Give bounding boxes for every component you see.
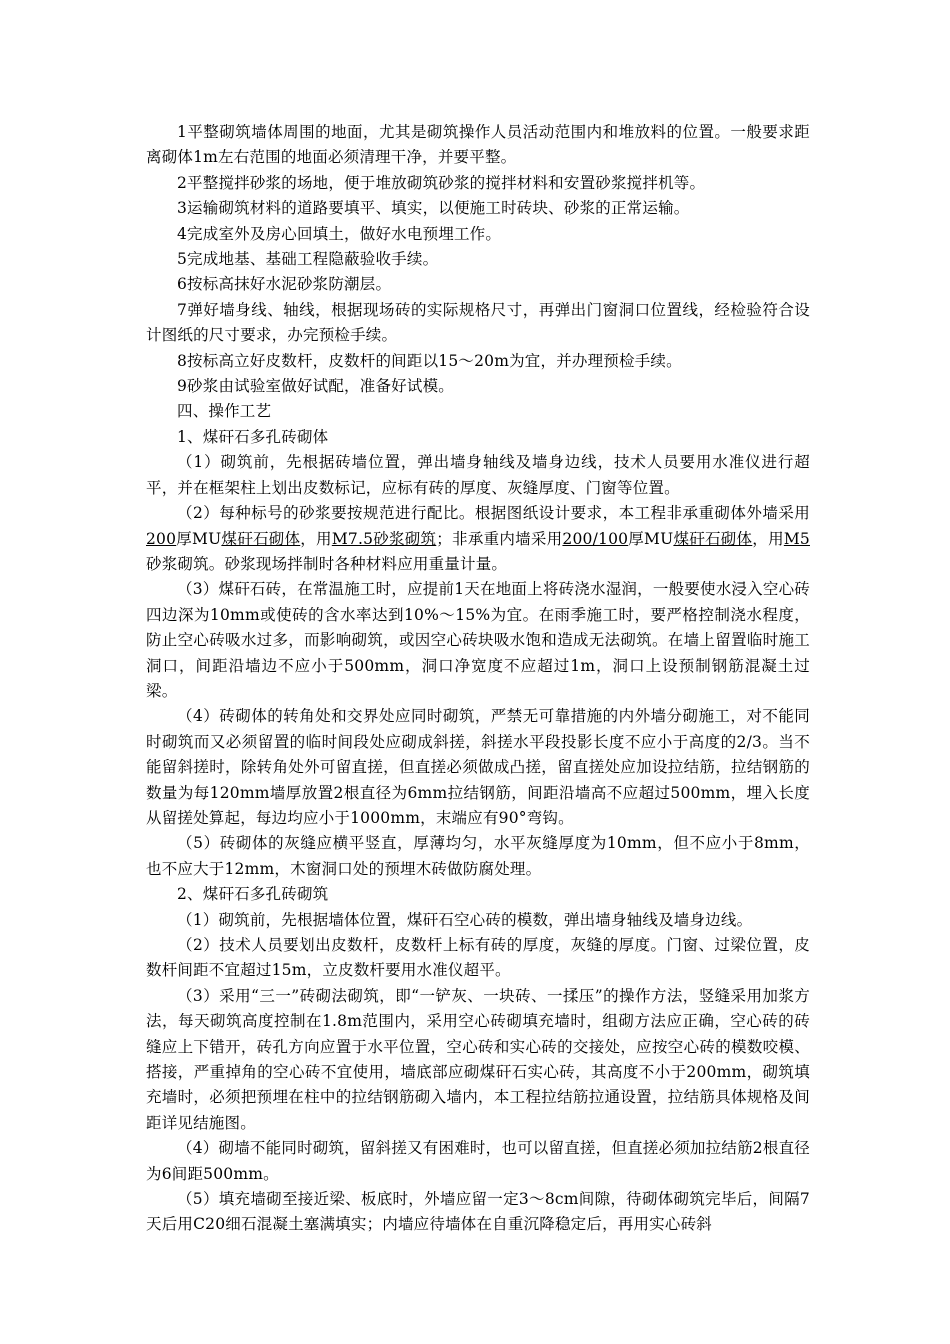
paragraph: 4完成室外及房心回填土，做好水电预埋工作。 [177,224,502,243]
paragraph: （2）技术人员要划出皮数杆，皮数杆上标有砖的厚度，灰缝的厚度。门窗、过梁位置，皮数杆间距不宜超过15m，立皮数杆要用水准仪超平。 [146,936,810,980]
paragraph: 5完成地基、基础工程隐蔽验收手续。 [177,250,439,269]
section-heading: 四、操作工艺 [177,402,272,421]
underlined-value: M5 [783,529,810,548]
paragraph: 7弹好墙身线、轴线，根据现场砖的实际规格尺寸，再弹出门窗洞口位置线，经检验符合设计图纸的尺寸要求，办完预检手续。 [146,300,810,345]
paragraph: 8按标高立好皮数杆，皮数杆的间距以15～20m为宜，并办理预检手续。 [177,351,682,370]
paragraph: 6按标高抹好水泥砂浆防潮层。 [177,275,392,294]
underlined-value: 200/100 [562,529,629,548]
paragraph: （3）采用“三一”砖砌法砌筑，即“一铲灰、一块砖、一揉压”的操作方法，竖缝采用加浆方法，每天砌筑高度控制在1.8m范围内，采用空心砖砌填充墙时，组砌方法应正确，空心砖的砖缝应上下错开，砖孔方向应置于水平位置，空心砖和实心砖的交接处，应按空心砖的模数咬模、搭接，严重掉角的空心砖不宜使用，墙底部应砌煤矸石实心砖，其高度不小于200mm，砌筑填充墙时，必须把预埋在柱中的拉结钢筋砌入墙内，本工程拉结筋拉通设置，拉结筋具体规格及间距详见结施图。 [146,986,810,1132]
underlined-value: 煤矸石砌体 [673,529,753,548]
subsection-heading: 2、煤矸石多孔砖砌筑 [177,885,329,904]
underlined-value: 200 [146,529,177,548]
paragraph: （3）煤矸石砖，在常温施工时，应提前1天在地面上将砖浇水湿润，一般要使水浸入空心砖四边深为10mm或使砖的含水率达到10%～15%为宜。在雨季施工时，要严格控制浇水程度，防止空心砖吸水过多，而影响砌筑，或因空心砖块吸水饱和造成无法砌筑。在墙上留置临时施工洞口，间距沿墙边不应小于500mm，洞口净宽度不应超过1m，洞口上设预制钢筋混凝土过梁。 [146,580,810,700]
paragraph-mortar-spec [146,501,810,577]
paragraph: 1平整砌筑墙体周围的地面，尤其是砌筑操作人员活动范围内和堆放料的位置。一般要求距离砌体1m左右范围的地面必须清理干净，并要平整。 [146,123,810,167]
underlined-value: M7.5砂浆砌筑 [331,529,437,548]
paragraph: （1）砌筑前，先根据砖墙位置，弹出墙身轴线及墙身边线，技术人员要用水准仪进行超平，并在框架柱上划出皮数标记，应标有砖的厚度、灰缝厚度、门窗等位置。 [146,453,810,497]
paragraph: 2平整搅拌砂浆的场地，便于堆放砌筑砂浆的搅拌材料和安置砂浆搅拌机等。 [177,173,706,192]
document-body [146,120,810,1238]
text-run: 砂浆砌筑。砂浆现场拌制时各种材料应用重量计量。 [146,554,508,573]
paragraph: 9砂浆由试验室做好试配，准备好试模。 [177,377,454,396]
paragraph: （5）砖砌体的灰缝应横平竖直，厚薄均匀，水平灰缝厚度为10mm，但不应小于8mm，也不应大于12mm，木窗洞口处的预埋木砖做防腐处理。 [146,834,810,878]
paragraph: （1）砌筑前，先根据墙体位置，煤矸石空心砖的模数，弹出墙身轴线及墙身边线。 [177,910,753,929]
paragraph: （4）砌墙不能同时砌筑，留斜搓又有困难时，也可以留直搓，但直搓必须加拉结筋2根直径为6间距500mm。 [146,1139,810,1183]
paragraph: （4）砖砌体的转角处和交界处应同时砌筑，严禁无可靠措施的内外墙分砌施工，对不能同时砌筑而又必须留置的临时间段处应砌成斜搓，斜搓水平段投影长度不应小于高度的2/3。当不能留斜搓时，除转角处外可留直搓，但直搓必须做成凸搓，留直搓处应加设拉结筋，拉结钢筋的数量为每120mm墙厚放置2根直径为6mm拉结钢筋，间距沿墙高不应超过500mm，埋入长度从留搓处算起，每边均应小于1000mm，末端应有90°弯钩。 [146,707,810,827]
text-run: 厚MU [176,529,222,548]
text-run: ，用 [300,529,332,548]
text-run: （2）每种标号的砂浆要按规范进行配比。根据图纸设计要求，本工程非承重砌体外墙采用 [177,504,810,523]
text-run: ；非承重内墙采用 [436,529,563,548]
subsection-heading: 1、煤矸石多孔砖砌体 [177,427,329,446]
text-run: 厚MU [628,529,674,548]
underlined-value: 煤矸石砌体 [221,529,301,548]
text-run: ，用 [752,529,784,548]
paragraph: （5）填充墙砌至接近梁、板底时，外墙应留一定3～8cm间隙，待砌体砌筑完毕后，间隔7天后用C20细石混凝土塞满填实；内墙应待墙体在自重沉降稳定后，再用实心砖斜 [146,1190,810,1234]
paragraph: 3运输砌筑材料的道路要填平、填实，以便施工时砖块、砂浆的正常运输。 [177,199,690,218]
